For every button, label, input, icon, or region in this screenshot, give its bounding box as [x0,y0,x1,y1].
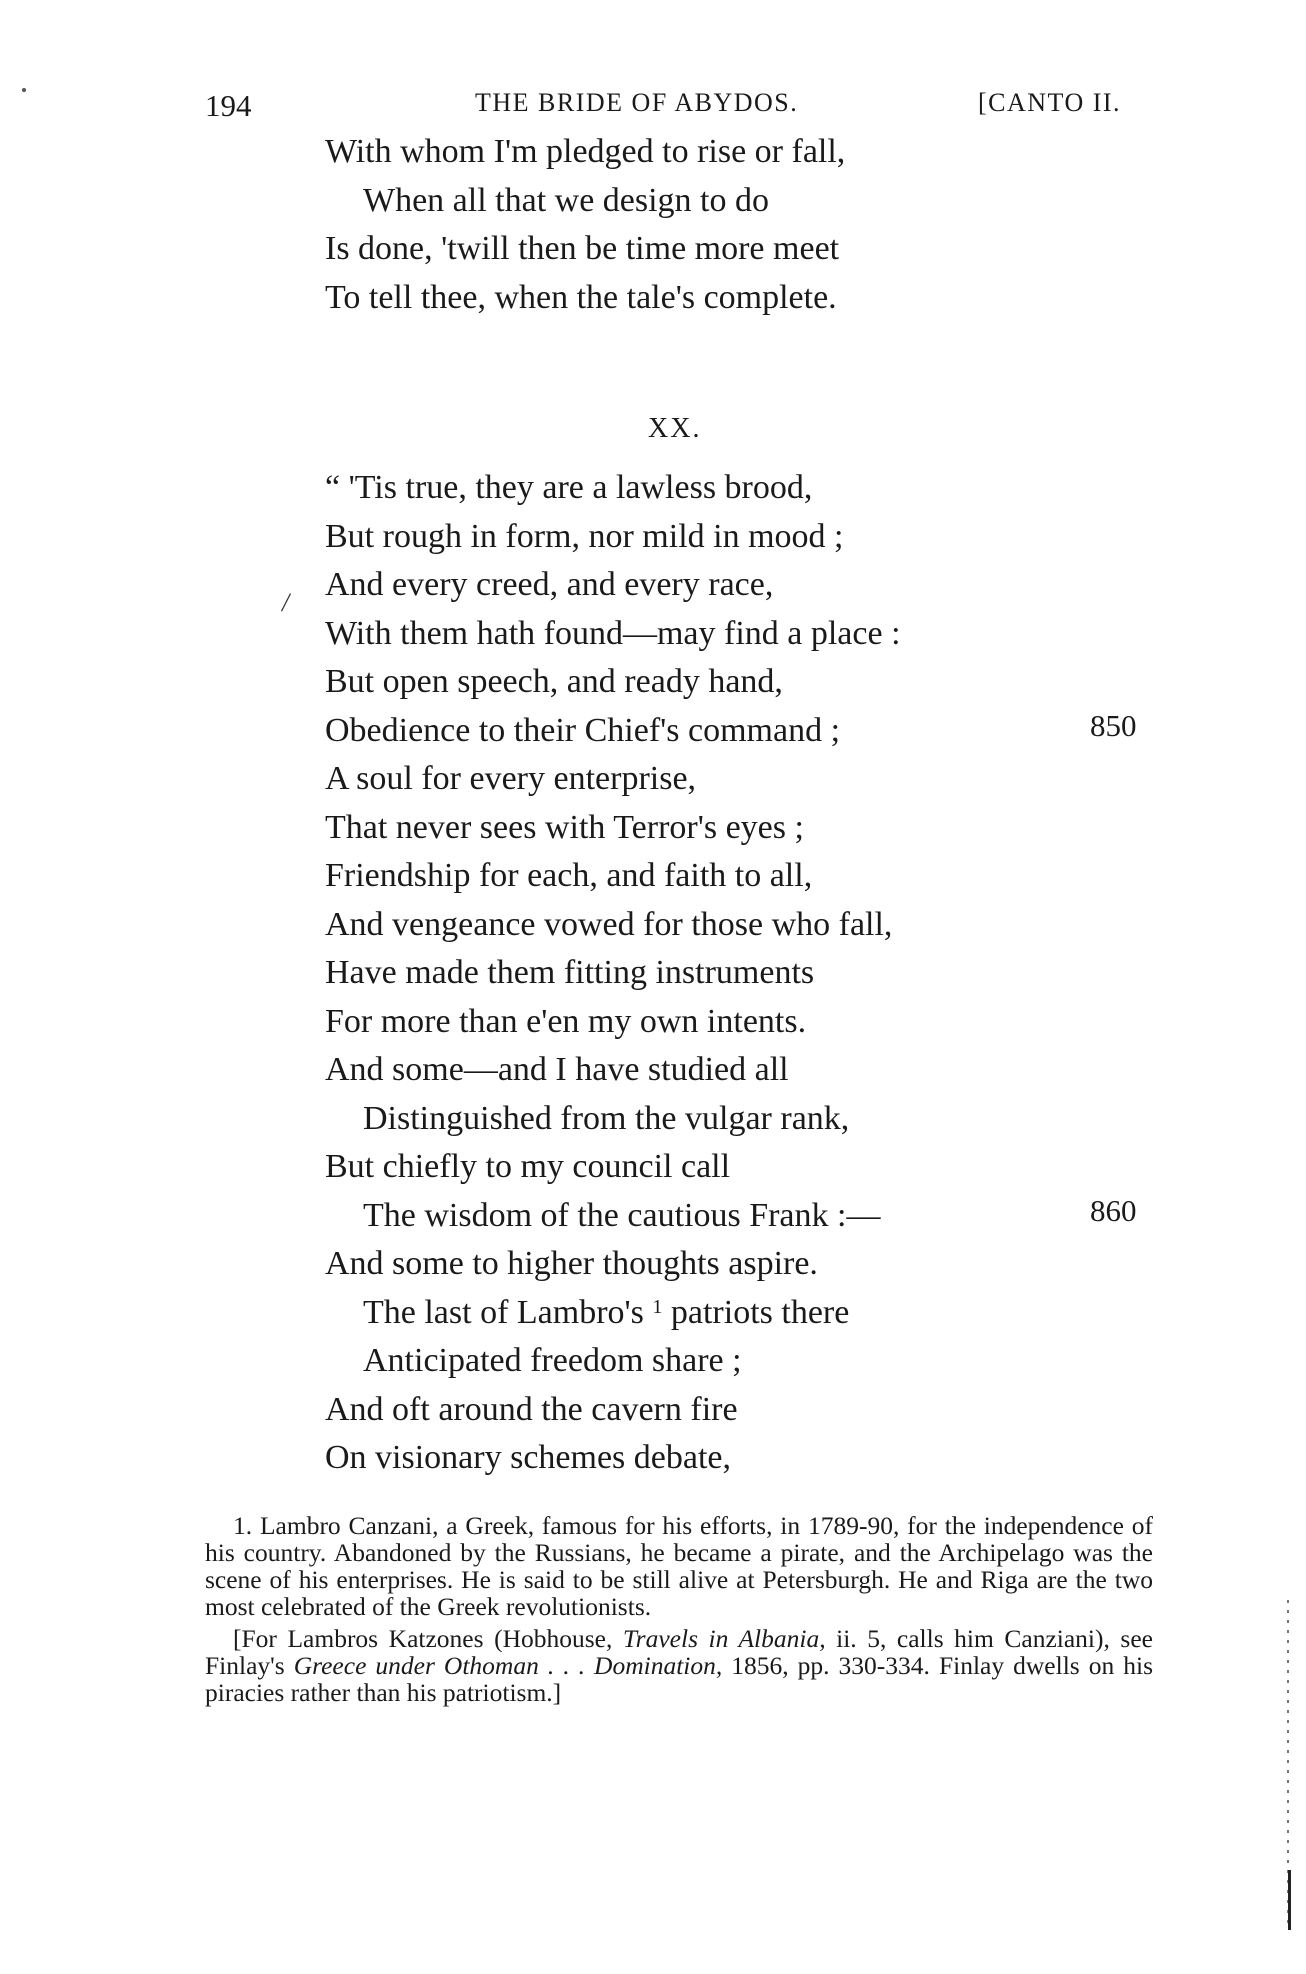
verse-line: And every creed, and every race, [325,566,774,603]
verse-line: But chiefly to my council call [325,1148,731,1185]
footnote-text: ii. 5, calls him Canziani), see Finlay's [205,1624,1153,1680]
verse-line: A soul for every enterprise, [325,760,697,797]
footnote-2 [205,1625,1153,1706]
line-number-860: 860 [1090,1193,1137,1228]
verse-line: And some to higher thoughts aspire. [325,1245,818,1282]
verse-line: Have made them fitting instruments [325,954,815,991]
verse-line: But rough in form, nor mild in mood ; [325,517,844,555]
running-title: THE BRIDE OF ABYDOS. [475,88,799,117]
verse-line: Is done, 'twill then be time more meet [325,230,840,267]
verse-line: Obedience to their Chief's command ; [325,711,841,749]
book-title: Greece under Othoman . . . Domination, [293,1651,723,1680]
footnote-text: 1856, pp. 330-334. Finlay dwells on his piracies rather than his patriotism.] [205,1651,1154,1707]
verse-line: And some—and I have studied all [325,1051,789,1088]
footnote-text: [For Lambros Katzones (Hobhouse, [233,1624,623,1653]
verse-line: That never sees with Terror's eyes ; [325,808,804,846]
stanza-xx [325,464,1125,1483]
verse-text: patriots there [662,1293,850,1331]
book-title: Travels in Albania, [622,1624,826,1653]
verse-line: With whom I'm pledged to rise or fall, [325,133,846,170]
section-number: XX. [648,413,702,444]
continued-verse [325,128,1125,322]
canto-label: [CANTO II. [978,88,1122,117]
verse-line: With them hath found—may find a place : [325,614,901,652]
verse-line: But open speech, and ready hand, [325,663,783,700]
verse-line: The wisdom of the cautious Frank :— [363,1196,881,1234]
verse-line: And vengeance vowed for those who fall, [325,905,893,943]
verse-line: Distinguished from the vulgar rank, [363,1099,850,1137]
verse-line: On visionary schemes debate, [325,1439,731,1476]
page-number: 194 [205,88,252,123]
verse-line: Friendship for each, and faith to all, [325,857,813,894]
verse-text: The last of Lambro's [363,1293,644,1331]
verse-line: To tell thee, when the tale's complete. [325,278,837,316]
margin-mark: / [282,588,290,617]
footnotes [205,1512,1153,1711]
verse-line: When all that we design to do [363,181,770,219]
footnote-ref: 1 [652,1295,663,1318]
line-number-850: 850 [1090,708,1137,743]
running-header [0,88,1306,128]
verse-line: And oft around the cavern fire [325,1390,738,1428]
footnote-1: 1. Lambro Canzani, a Greek, famous for his efforts, in 1789-90, for the independence of his country. Abandoned by the Russians, he became a pirate, and the Archipelago was the scene of his enterprises. He is said to be still alive at Petersburgh. He and Riga are the two most celebrated of the Greek revolutionists. [205,1511,1153,1621]
page-edge-artifact [1288,1870,1291,1930]
verse-line-lambro [325,1289,1125,1338]
verse-line: For more than e'en my own intents. [325,1002,807,1040]
verse-line: Anticipated freedom share ; [363,1342,742,1379]
verse-line: “ 'Tis true, they are a lawless brood, [325,469,813,506]
